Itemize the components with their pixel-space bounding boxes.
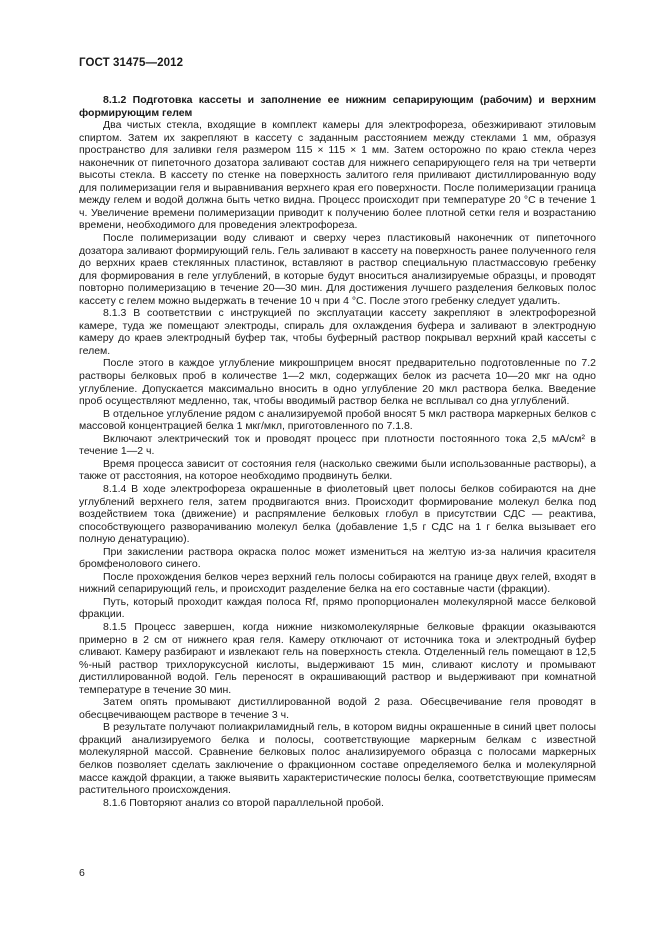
paragraph: Включают электрический ток и проводят процесс при плотности постоянного тока 2,5 мА/см² в течение 1—2 ч. — [79, 432, 596, 458]
section-heading: 8.1.2 Подготовка кассеты и заполнение ее нижним сепарирующим (рабочим) и верхним формирующим гелем — [79, 94, 596, 119]
paragraph: 8.1.3 В соответствии с инструкцией по эксплуатации кассету закрепляют в электрофорезной камере, туда же помещают электроды, спираль для охлаждения буфера и заливают в электродную камеру до краев электродный буфер так, чтобы буферный раствор покрывал верхний край кассеты с гелем. — [79, 307, 596, 357]
standard-code-header: ГОСТ 31475—2012 — [79, 57, 184, 69]
page-number: 6 — [79, 867, 85, 879]
paragraph: При закислении раствора окраска полос может измениться на желтую из-за наличия красителя бромфенолового синего. — [79, 545, 596, 571]
paragraph: После этого в каждое углубление микрошприцем вносят предварительно подготовленные по 7.2 растворы белковых проб в количестве 1—2 мкл, содержащих белок из расчета 10—20 мкг на одно углубление. Допускается максимально вносить в одно углубление 20 мкл раствора белка. Введение проб осуществляют медленно, так, чтобы вводимый раствор белка не всплывал со дна углублений. — [79, 357, 596, 408]
paragraph: 8.1.5 Процесс завершен, когда нижние низкомолекулярные белковые фракции оказываются примерно в 2 см от нижнего края геля. Камеру отключают от источника тока и электродный буфер сливают. Камеру разбирают и извлекают гель на поверхность стекла. Отделенный гель помещают в 12,5 %-ный раствор трихлоруксусной кислоты, выдерживают 15 мин, сливают кислоту и промывают дистиллированной водой. Гель переносят в окрашивающий раствор и выдерживают при комнатной температуре в течение 30 мин. — [79, 620, 596, 696]
paragraph: В результате получают полиакриламидный гель, в котором видны окрашенные в синий цвет полосы фракций анализируемого белка и полосы, соответствующие маркерным белкам с известной молекулярной массой. Сравнение белковых полос анализируемого образца с полосами маркерных белков позволяет сделать заключение о фракционном составе определяемого белка и молекулярной массе каждой фракции, а также выявить характеристические полосы белка, соответствующие примесям растительного происхождения. — [79, 721, 596, 797]
paragraph: Затем опять промывают дистиллированной водой 2 раза. Обесцвечивание геля проводят в обесцвечивающем растворе в течение 3 ч. — [79, 696, 596, 721]
paragraph: После полимеризации воду сливают и сверху через пластиковый наконечник от пипеточного дозатора заливают формирующий гель. Гель заливают в кассету на поверхность ранее полученного геля до верхних краев стеклянных пластинок, вставляют в раствор специальную пластмассовую гребенку для формирования в геле углублений, в которые будут вноситься анализируемые образцы, и проводят повторно полимеризацию в течение 20—30 мин. Для достижения лучшего разделения белковых полос кассету с гелем можно выдержать в течение 10 ч при 4 °С. После этого гребенку следует удалить. — [79, 232, 596, 307]
paragraph: Два чистых стекла, входящие в комплект камеры для электрофореза, обезжиривают этиловым спиртом. Затем их закрепляют в кассету с заданным расстоянием между стеклами 1 мм, образуя пространство для заливки геля размером 115 × 115 × 1 мм. Затем осторожно по краю стекла через наконечник от пипеточного дозатора заливают состав для нижнего сепарирующего геля на три четверти высоты стекла. В кассету по стенке на поверхность залитого геля приливают дистиллированную воду для полимеризации геля и выравнивания верхнего края его поверхности. После полимеризации граница между гелем и водой должна быть четко видна. Процесс происходит при температуре 20 °С в течение 1 ч. Увеличение времени полимеризации приводит к получению более плотной сетки геля и возрастанию времени, необходимого для проведения электрофореза. — [79, 119, 596, 232]
paragraph: В отдельное углубление рядом с анализируемой пробой вносят 5 мкл раствора маркерных белков с массовой концентрацией белка 1 мкг/мкл, приготовленного по 7.1.8. — [79, 407, 596, 433]
paragraph: 8.1.4 В ходе электрофореза окрашенные в фиолетовый цвет полосы белков собираются на дне углублений верхнего геля, затем продвигаются вниз. Происходит формирование молекул белка под воздействием тока (движение) и распрямление белковых глобул в присутствии СДС — реактива, способствующего разворачиванию молекул белка (добавление 1,5 г СДС на 1 г белка вызывает его полную денатурацию). — [79, 482, 596, 546]
paragraph: 8.1.6 Повторяют анализ со второй параллельной пробой. — [103, 796, 384, 809]
paragraph: Время процесса зависит от состояния геля (насколько свежими были использованные растворы), а также от расстояния, на которое необходимо продвинуть белки. — [79, 457, 596, 483]
paragraph: Путь, который проходит каждая полоса Rf, прямо пропорционален молекулярной массе белковой фракции. — [79, 595, 596, 621]
paragraph: После прохождения белков через верхний гель полосы собираются на границе двух гелей, входят в нижний сепарирующий гель, и происходит разделение белка на его составные части (фракции). — [79, 570, 596, 596]
document-body — [79, 94, 596, 809]
